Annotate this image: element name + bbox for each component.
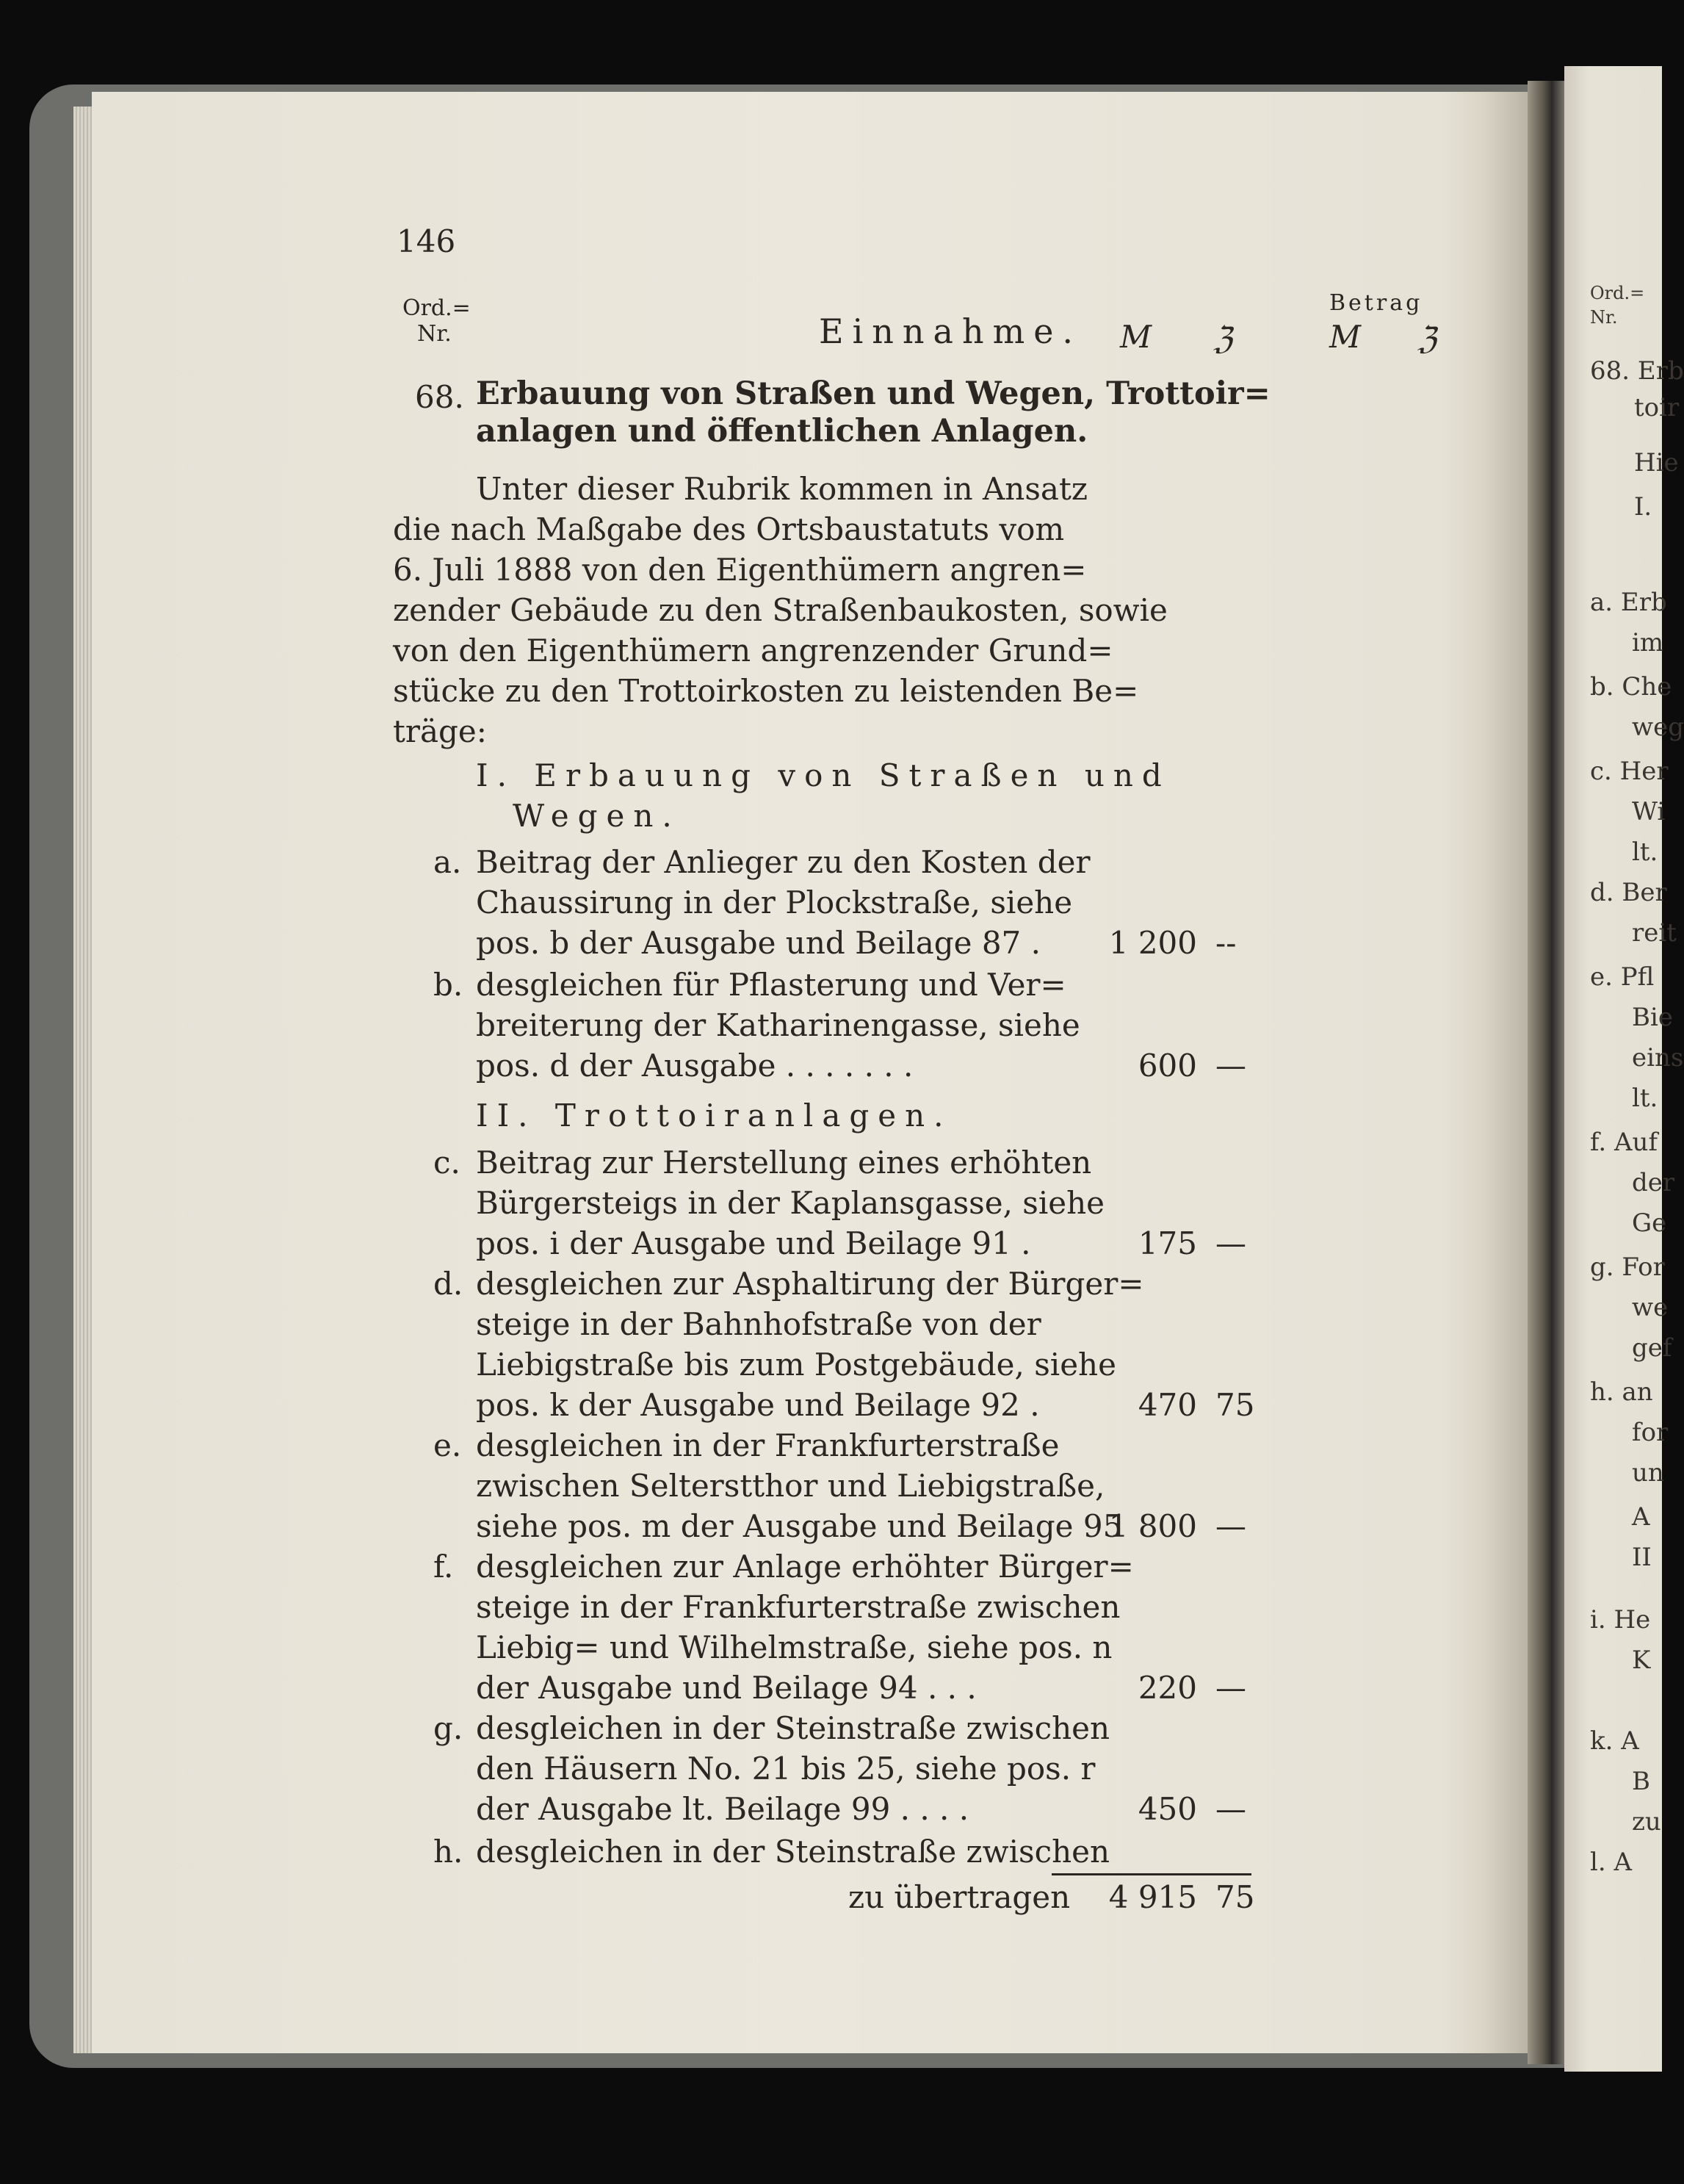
amount-pf: — [1215, 1508, 1246, 1544]
amount-pf: — [1215, 1225, 1246, 1261]
item-text: Beitrag zur Herstellung eines erhöhten [476, 1145, 1092, 1181]
next-page-text: gef [1632, 1333, 1672, 1363]
next-page-text: weg [1632, 713, 1684, 742]
subhead-I: I. Erbauung von Straßen und [476, 757, 1171, 793]
item-text: desgleichen in der Steinstraße zwischen [476, 1834, 1110, 1870]
next-page-text: lt. [1632, 837, 1658, 867]
next-page-text: Bie [1632, 1003, 1673, 1032]
next-page-text: Ord.= [1590, 283, 1645, 303]
next-page-text: der [1632, 1168, 1675, 1197]
carry-pf: 75 [1215, 1879, 1255, 1915]
intro-line: von den Eigenthümern angrenzender Grund= [393, 633, 1113, 668]
amount-mark: 220 [1138, 1670, 1197, 1706]
next-page-text: Nr. [1590, 307, 1618, 328]
next-page-text: h. an [1590, 1377, 1653, 1407]
intro-line: träge: [393, 713, 487, 749]
page-number: 146 [397, 223, 456, 259]
amount-mark: 470 [1138, 1387, 1197, 1423]
ord-label: Ord.= [402, 295, 471, 321]
intro-line: stücke zu den Trottoirkosten zu leistenden Be= [393, 673, 1139, 709]
item-text: desgleichen in der Frankfurterstraße [476, 1427, 1060, 1463]
item-text: desgleichen in der Steinstraße zwischen [476, 1710, 1110, 1746]
carry-label: zu übertragen [848, 1879, 1071, 1915]
next-page-text: Wi [1632, 797, 1666, 826]
next-page-text: c. Her [1590, 757, 1669, 786]
mark-column-label: M [1120, 319, 1152, 355]
next-page-text: a. Erb [1590, 588, 1667, 617]
amount-pf: — [1215, 1791, 1246, 1827]
item-text: Liebigstraße bis zum Postgebäude, siehe [476, 1347, 1116, 1383]
next-page-text: f. Auf [1590, 1128, 1658, 1157]
mark-column-label-2: M [1329, 319, 1362, 355]
amount-pf: -- [1215, 925, 1237, 961]
item-letter: b. [433, 967, 463, 1003]
next-page-text: e. Pfl [1590, 962, 1655, 992]
next-page-text: i. He [1590, 1605, 1651, 1635]
intro-line: die nach Maßgabe des Ortsbaustatuts vom [393, 511, 1065, 547]
next-page-text: for [1632, 1418, 1669, 1447]
next-page-text: Ge [1632, 1208, 1667, 1238]
next-page-text: zu [1632, 1807, 1661, 1837]
item-text: desgleichen zur Asphaltirung der Bürger= [476, 1266, 1144, 1302]
item-text: der Ausgabe lt. Beilage 99 . . . . [476, 1791, 969, 1827]
pfennig-column-label: ℨ [1213, 320, 1232, 356]
item-letter: d. [433, 1266, 463, 1302]
item-letter: c. [433, 1145, 460, 1181]
next-page-text: un [1632, 1458, 1664, 1488]
intro-line: 6. Juli 1888 von den Eigenthümern angren= [393, 552, 1087, 588]
item-text: den Häusern No. 21 bis 25, siehe pos. r [476, 1751, 1096, 1787]
intro-line: zender Gebäude zu den Straßenbaukosten, sowie [393, 592, 1168, 628]
nr-label: Nr. [417, 321, 452, 347]
item-text: breiterung der Katharinengasse, siehe [476, 1007, 1080, 1043]
item-text: steige in der Frankfurterstraße zwischen [476, 1589, 1121, 1625]
next-page-text: A [1632, 1502, 1650, 1532]
next-page-text: K [1632, 1646, 1651, 1675]
item-text: zwischen Selterstthor und Liebigstraße, [476, 1468, 1105, 1504]
next-page-text: reit [1632, 918, 1677, 948]
next-page-text: k. A [1590, 1726, 1639, 1756]
next-page-text: b. Che [1590, 672, 1672, 702]
sum-rule [1052, 1873, 1251, 1875]
item-text: siehe pos. m der Ausgabe und Beilage 95 [476, 1508, 1123, 1544]
next-page-text: B [1632, 1767, 1650, 1796]
page-title: Einnahme. [819, 311, 1083, 351]
item-text: desgleichen für Pflasterung und Ver= [476, 967, 1066, 1003]
item-letter: f. [433, 1549, 454, 1585]
pfennig-column-label-2: ℨ [1417, 320, 1437, 356]
item-text: Chaussirung in der Plockstraße, siehe [476, 884, 1073, 920]
item-text: pos. i der Ausgabe und Beilage 91 . [476, 1225, 1031, 1261]
next-page-text: Hie [1634, 448, 1679, 477]
section-number: 68. [415, 379, 464, 415]
next-page-text: d. Ber [1590, 878, 1667, 907]
amount-mark: 1 200 [1108, 925, 1197, 961]
amount-mark: 450 [1138, 1791, 1197, 1827]
amount-pf: — [1215, 1048, 1246, 1084]
amount-mark: 175 [1138, 1225, 1197, 1261]
next-page-text: eins [1632, 1043, 1684, 1073]
item-letter: g. [433, 1710, 463, 1746]
book-gutter [1528, 81, 1568, 2064]
item-letter: e. [433, 1427, 462, 1463]
next-page-text: II [1632, 1543, 1652, 1572]
amount-mark: 600 [1138, 1048, 1197, 1084]
carry-mark: 4 915 [1108, 1879, 1197, 1915]
item-text: pos. b der Ausgabe und Beilage 87 . [476, 925, 1041, 961]
section-heading-line2: anlagen und öffentlichen Anlagen. [476, 413, 1088, 450]
next-page-text: im [1632, 628, 1664, 657]
next-page-text: 68. Erb [1590, 356, 1684, 386]
amount-pf: — [1215, 1670, 1246, 1706]
betrag-label: Betrag [1329, 290, 1423, 316]
item-text: pos. d der Ausgabe . . . . . . . [476, 1048, 914, 1084]
item-text: Bürgersteigs in der Kaplansgasse, siehe [476, 1185, 1105, 1221]
next-page-text: g. For [1590, 1253, 1665, 1282]
subhead-I-cont: Wegen. [513, 798, 681, 834]
amount-mark: 1 800 [1108, 1508, 1197, 1544]
item-letter: a. [433, 844, 462, 880]
section-heading-line1: Erbauung von Straßen und Wegen, Trottoir= [476, 375, 1271, 412]
item-text: der Ausgabe und Beilage 94 . . . [476, 1670, 977, 1706]
item-text: steige in der Bahnhofstraße von der [476, 1306, 1041, 1342]
next-page-text: lt. [1632, 1084, 1658, 1113]
item-text: Liebig= und Wilhelmstraße, siehe pos. n [476, 1629, 1113, 1665]
next-page-text: I. [1634, 492, 1652, 522]
item-text: desgleichen zur Anlage erhöhter Bürger= [476, 1549, 1134, 1585]
item-letter: h. [433, 1834, 463, 1870]
amount-pf: 75 [1215, 1387, 1255, 1423]
next-page-text: we [1632, 1293, 1669, 1322]
item-text: Beitrag der Anlieger zu den Kosten der [476, 844, 1091, 880]
intro-line: Unter dieser Rubrik kommen in Ansatz [476, 471, 1088, 507]
next-page-text: toir [1634, 393, 1680, 422]
item-text: pos. k der Ausgabe und Beilage 92 . [476, 1387, 1040, 1423]
next-page-text: l. A [1590, 1848, 1633, 1877]
subhead-II: II. Trottoiranlagen. [476, 1098, 953, 1134]
